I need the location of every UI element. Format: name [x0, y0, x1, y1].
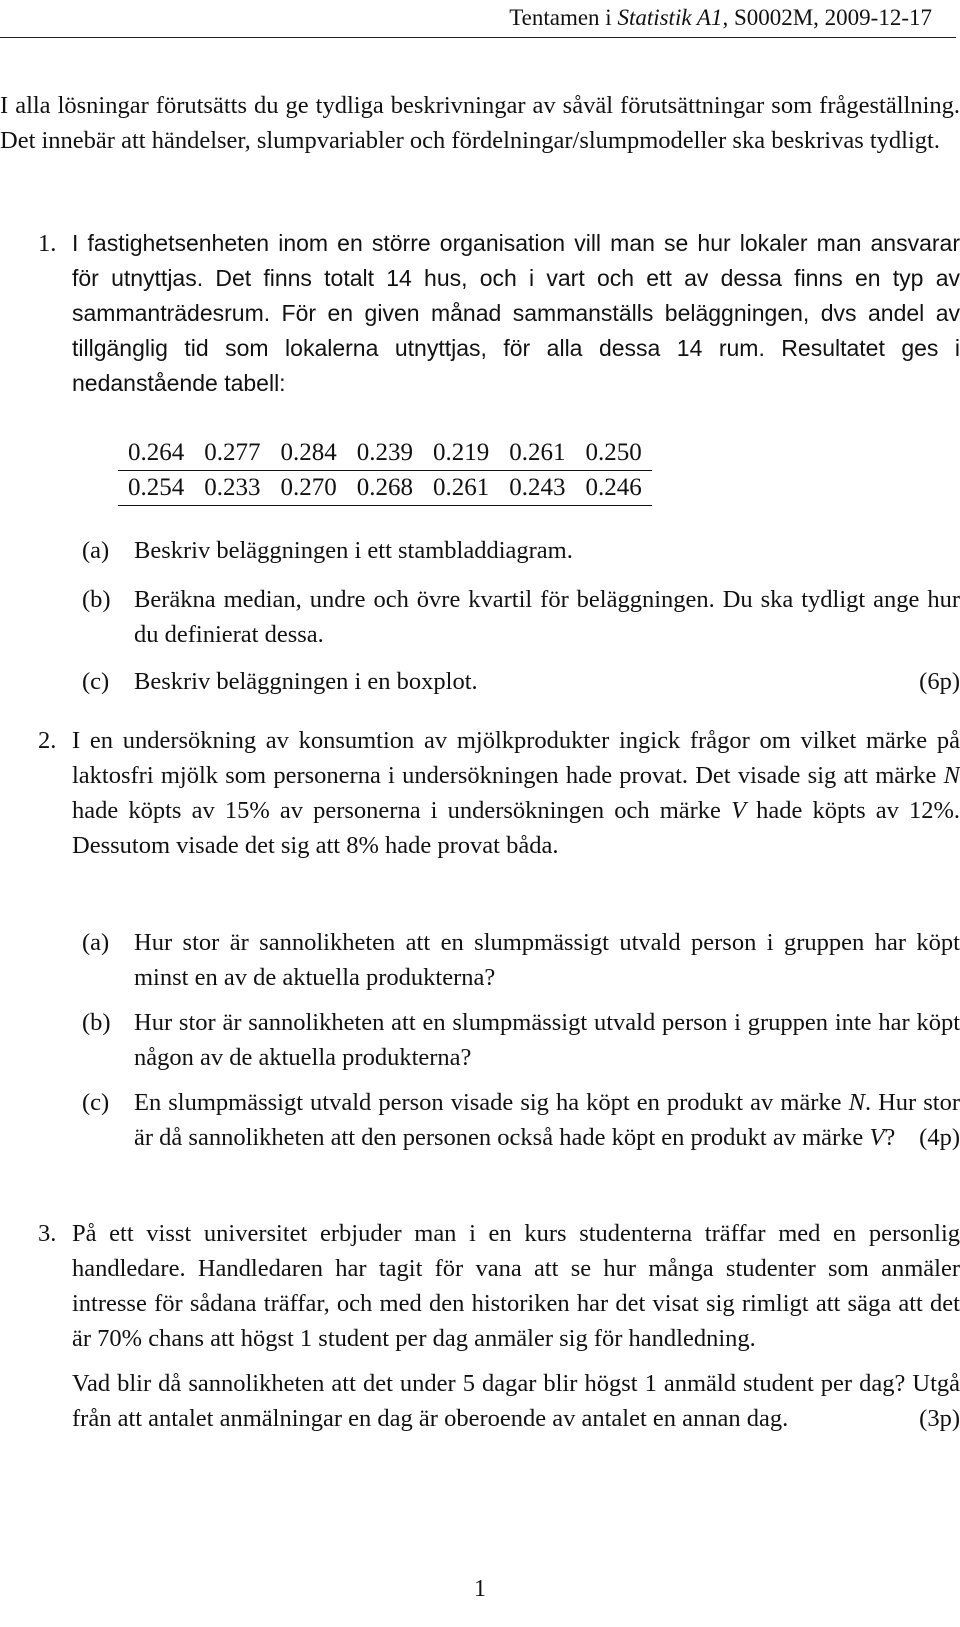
- problem-text: [72, 1216, 960, 1436]
- problem-paragraph: Vad blir då sannolikheten att det under 5 dagar blir högst 1 anmäld student per dag? Utgå från att antalet anmälningar en dag är oberoende av antalet en annan dag. (3p): [72, 1366, 960, 1436]
- table-cell: 0.246: [576, 471, 652, 506]
- header-rule: [0, 37, 956, 38]
- table-cell: 0.239: [347, 436, 423, 471]
- table-cell: 0.270: [271, 471, 347, 506]
- table-cell: 0.219: [423, 436, 499, 471]
- subquestion-label: (c): [82, 668, 110, 695]
- problem-text: I fastighetsenheten inom en större organisation vill man se hur lokaler man ansvarar för utnyttjas. Det finns totalt 14 hus, och i vart och ett av dessa finns en typ av sammanträdesrum. För en given månad sammanställs beläggningen, dvs andel av tillgänglig tid som lokalerna utnyttjas, för alla dessa 14 rum. Resultatet ges i nedanstående tabell:: [72, 230, 960, 396]
- subquestion-text: Hur stor är sannolikheten att en slumpmässigt utvald person i gruppen inte har köpt någon av de aktuella produkterna?: [134, 1009, 960, 1071]
- variable-n: N: [943, 762, 960, 789]
- table-cell: 0.254: [118, 471, 194, 506]
- table-cell: 0.250: [576, 436, 652, 471]
- table-cell: 0.261: [499, 436, 575, 471]
- points: (4p): [919, 1124, 960, 1151]
- occupancy-table: [118, 436, 652, 506]
- table-cell: 0.243: [499, 471, 575, 506]
- problem-paragraph: På ett visst universitet erbjuder man i en kurs studenterna träffar med en personlig handledare. Handledaren har tagit för vana att se hur många studenter som anmäler intresse för sådana träffar, och med den historiken har det visat sig rimligt att säga att det är 70% chans att högst 1 student per dag anmäler sig för handledning.: [72, 1220, 960, 1352]
- subquestion-label: (b): [82, 1009, 111, 1036]
- problem-number: 1.: [38, 230, 57, 257]
- subquestion-label: (c): [82, 1089, 110, 1116]
- table-cell: 0.284: [271, 436, 347, 471]
- problem-number: 3.: [38, 1220, 57, 1247]
- subquestion-text: Hur stor är sannolikheten att en slumpmässigt utvald person i gruppen har köpt minst en av de aktuella produkterna?: [134, 929, 960, 991]
- points: (6p): [919, 668, 960, 695]
- header-prefix: Tentamen i: [509, 5, 618, 30]
- problem-number: 2.: [38, 727, 57, 754]
- subquestion-text: Beskriv beläggningen i ett stambladdiagram.: [134, 537, 573, 564]
- table-cell: 0.277: [194, 436, 270, 471]
- table-row: [118, 471, 652, 506]
- running-header: [0, 2, 960, 34]
- header-course: Statistik A1: [617, 5, 723, 30]
- page-number: 1: [474, 1576, 486, 1602]
- table-cell: 0.233: [194, 471, 270, 506]
- subquestion-label: (a): [82, 537, 110, 564]
- header-suffix: , S0002M, 2009-12-17: [722, 5, 932, 30]
- subquestion-text: Beräkna median, undre och övre kvartil för beläggningen. Du ska tydligt ange hur du definierat dessa.: [134, 586, 960, 648]
- points: (3p): [919, 1405, 960, 1432]
- subquestion-text: En slumpmässigt utvald person visade sig ha köpt en produkt av märke N. Hur stor är då sannolikheten att den personen också hade köpt en produkt av märke V? (4p): [134, 1085, 960, 1155]
- table-row: [118, 436, 652, 471]
- table-cell: 0.268: [347, 471, 423, 506]
- subquestion-label: (b): [82, 586, 111, 613]
- variable-v: V: [731, 797, 747, 824]
- subquestion-label: (a): [82, 929, 110, 956]
- problem-text: I en undersökning av konsumtion av mjölkprodukter ingick frågor om vilket märke på laktosfri mjölk som personerna i undersökningen hade provat. Det visade sig att märke N hade köpts av 15% av personerna i undersökningen och märke V hade köpts av 12%. Dessutom visade det sig att 8% hade provat båda.: [72, 727, 960, 859]
- variable-n: N: [848, 1089, 865, 1116]
- subquestion-text: Beskriv beläggningen i en boxplot. (6p): [134, 664, 960, 699]
- variable-v: V: [869, 1124, 885, 1151]
- intro-paragraph: I alla lösningar förutsätts du ge tydliga beskrivningar av såväl förutsättningar som frågeställning. Det innebär att händelser, slumpvariabler och fördelningar/slumpmodeller ska beskrivas tydligt.: [0, 92, 960, 154]
- table-cell: 0.264: [118, 436, 194, 471]
- table-cell: 0.261: [423, 471, 499, 506]
